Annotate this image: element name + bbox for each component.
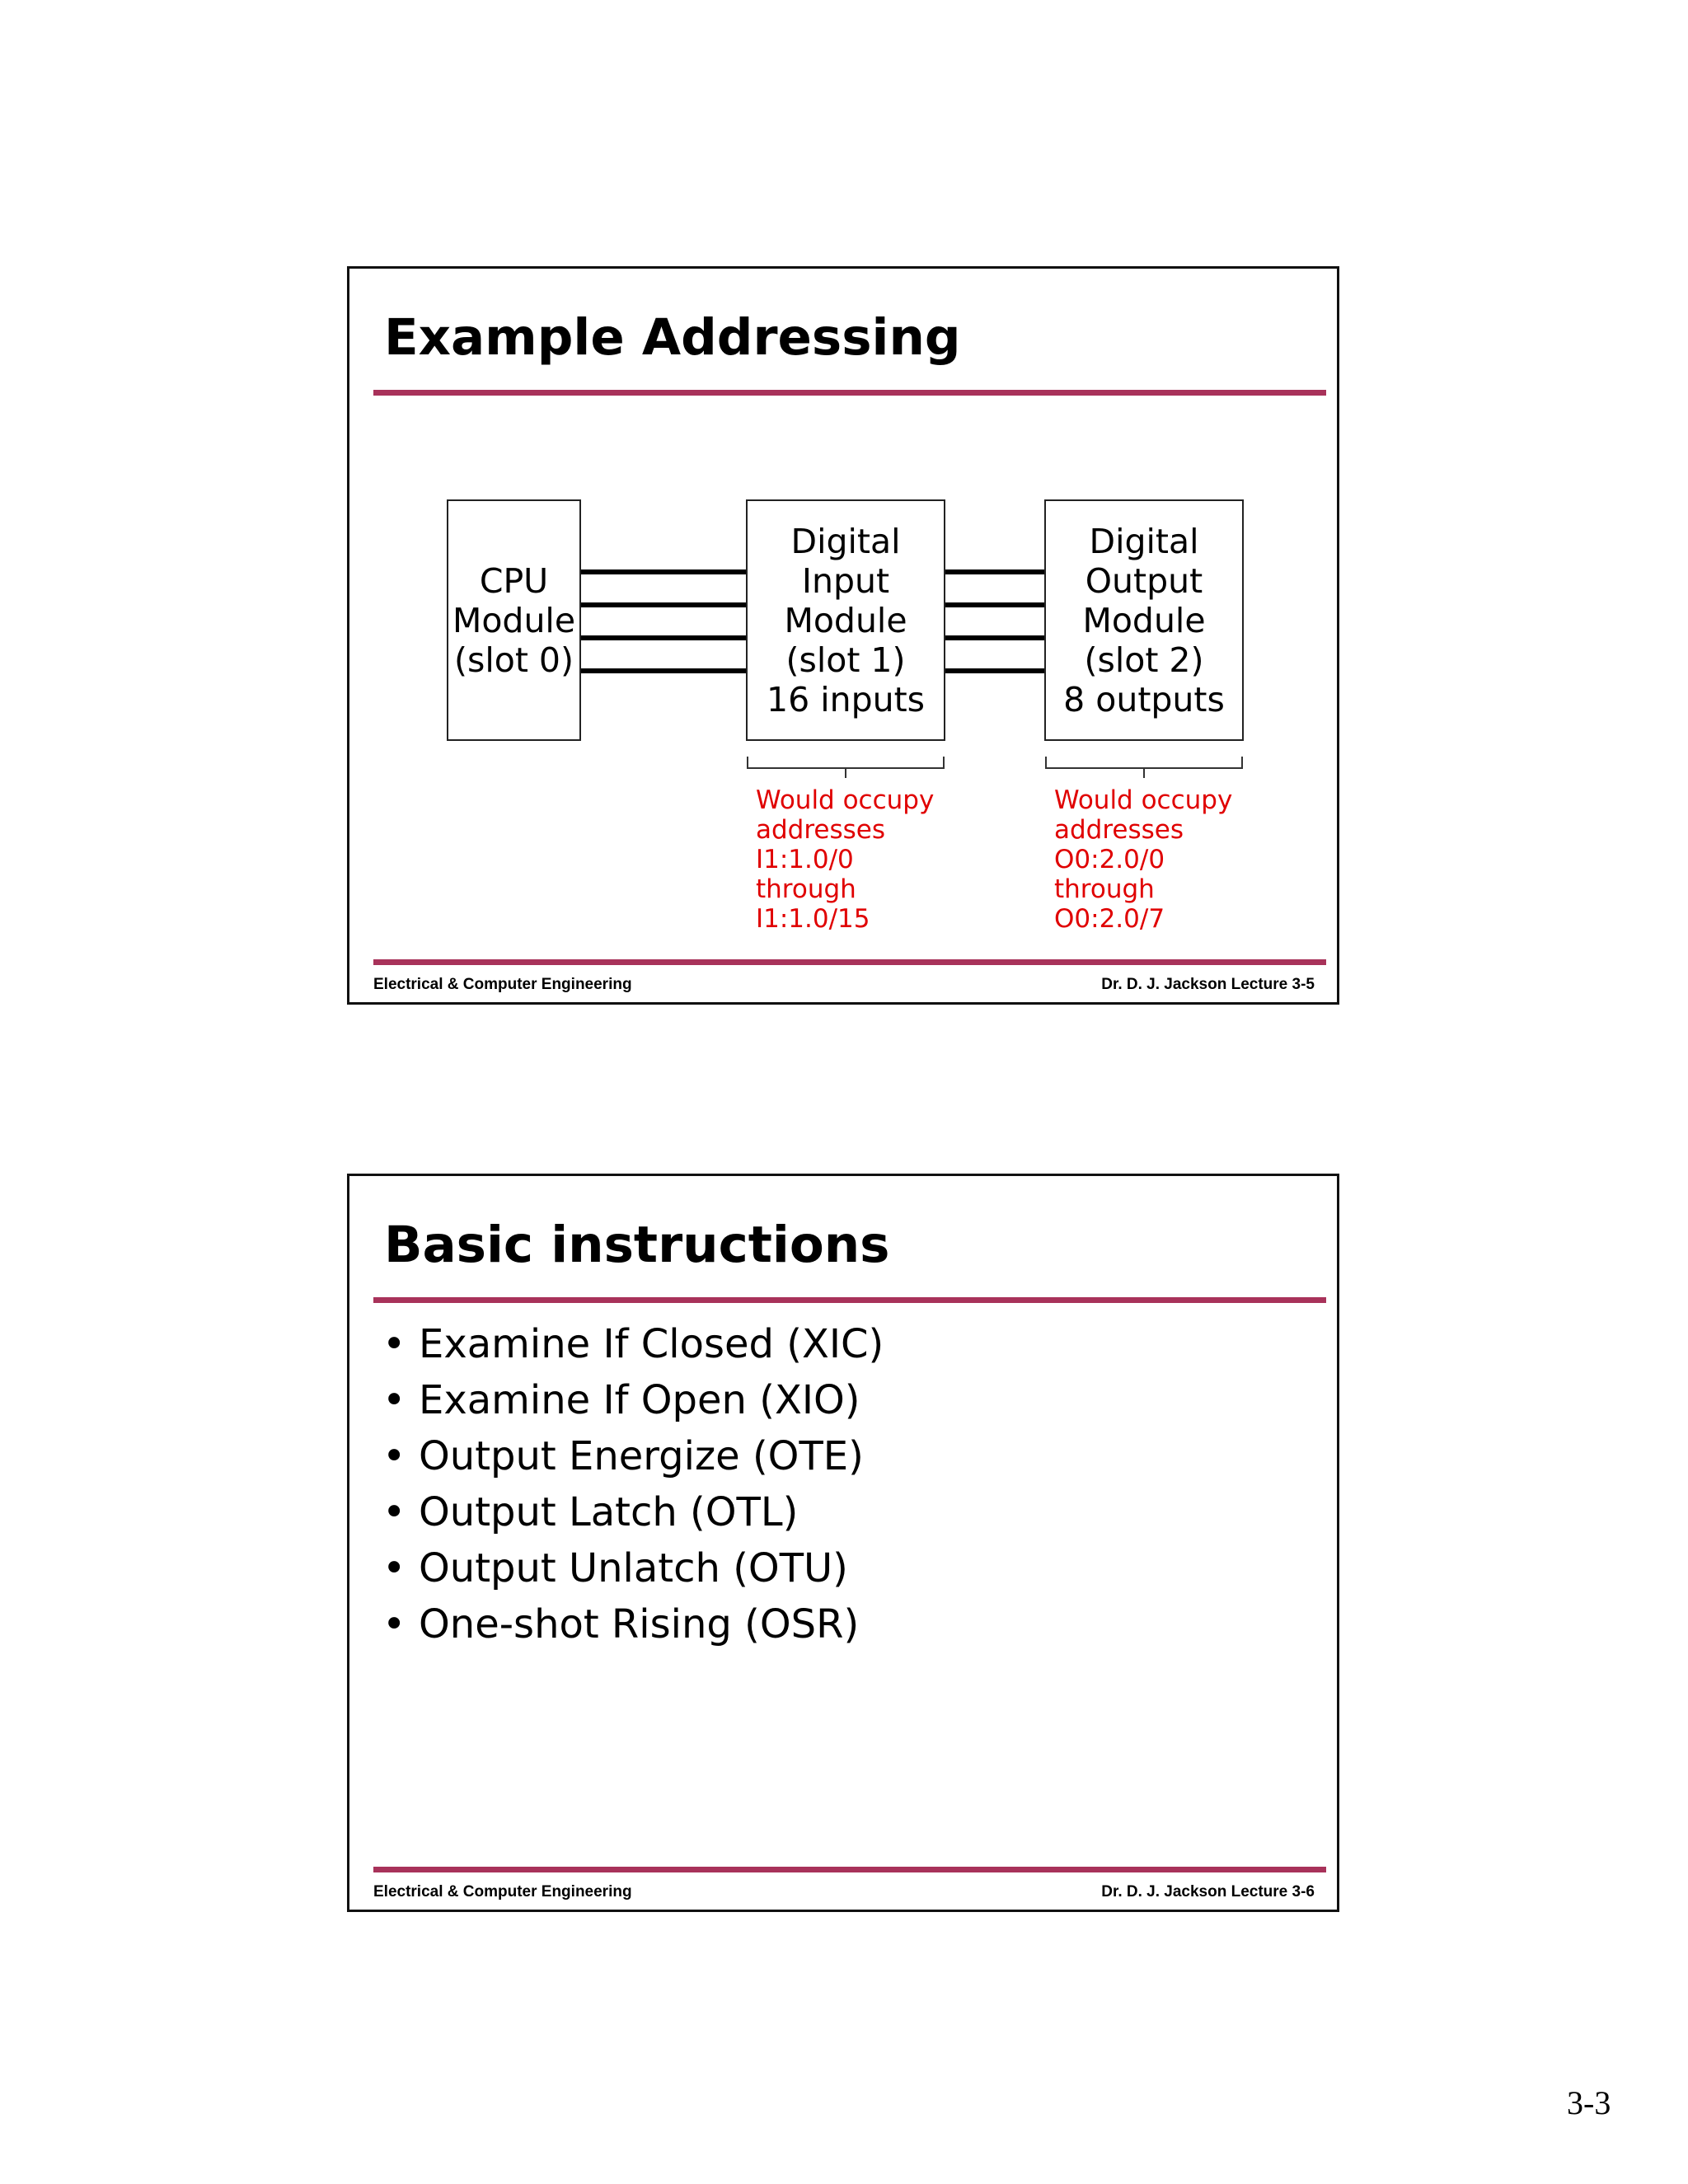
bullet-dot-icon: • [382,1545,406,1591]
title-rule [373,390,1326,396]
list-item [382,1484,884,1540]
list-item [382,1540,884,1596]
bus-line [945,569,1044,574]
bus-line [581,668,746,673]
output-brace [1044,755,1245,780]
footer-rule [373,959,1326,965]
input-module-box [746,499,945,741]
bus-line [945,635,1044,640]
footer-lecture: Dr. D. J. Jackson Lecture 3-6 [1101,1883,1315,1900]
bullet-dot-icon: • [382,1433,406,1479]
bus-line [945,668,1044,673]
bullet-dot-icon: • [382,1489,406,1535]
cpu-module-label: CPU Module (slot 0) [452,560,576,680]
bullet-text: One-shot Rising (OSR) [419,1601,860,1647]
footer-department: Electrical & Computer Engineering [373,976,632,993]
output-module-label: Digital Output Module (slot 2) 8 outputs [1063,521,1225,719]
cpu-module-box [447,499,581,741]
bullet-dot-icon: • [382,1377,406,1423]
slide-title: Basic instructions [384,1216,890,1274]
output-module-box [1044,499,1244,741]
slide-example-addressing [347,266,1339,1005]
bullet-text: Output Energize (OTE) [419,1433,864,1479]
instruction-list [382,1316,884,1652]
bus-line [581,635,746,640]
input-brace [746,755,947,780]
bullet-text: Output Latch (OTL) [419,1489,799,1535]
list-item [382,1372,884,1428]
list-item [382,1428,884,1484]
input-module-label: Digital Input Module (slot 1) 16 inputs [766,521,926,719]
input-address-note: Would occupy addresses I1:1.0/0 through I1:1.0/15 [756,785,935,934]
bullet-dot-icon: • [382,1601,406,1647]
bullet-text: Examine If Open (XIO) [419,1377,860,1423]
bus-line [581,569,746,574]
bullet-dot-icon: • [382,1321,406,1367]
footer-rule [373,1867,1326,1872]
bullet-text: Output Unlatch (OTU) [419,1545,848,1591]
title-rule [373,1297,1326,1303]
footer-department: Electrical & Computer Engineering [373,1883,632,1900]
bus-line [945,602,1044,607]
output-address-note: Would occupy addresses O0:2.0/0 through O0:2.0/7 [1054,785,1233,934]
page-number: 3-3 [1567,2084,1611,2121]
list-item [382,1596,884,1652]
bullet-text: Examine If Closed (XIC) [419,1321,884,1367]
slide-title: Example Addressing [384,308,961,367]
list-item [382,1316,884,1372]
footer-lecture: Dr. D. J. Jackson Lecture 3-5 [1101,976,1315,993]
bus-line [581,602,746,607]
slide-basic-instructions [347,1174,1339,1912]
